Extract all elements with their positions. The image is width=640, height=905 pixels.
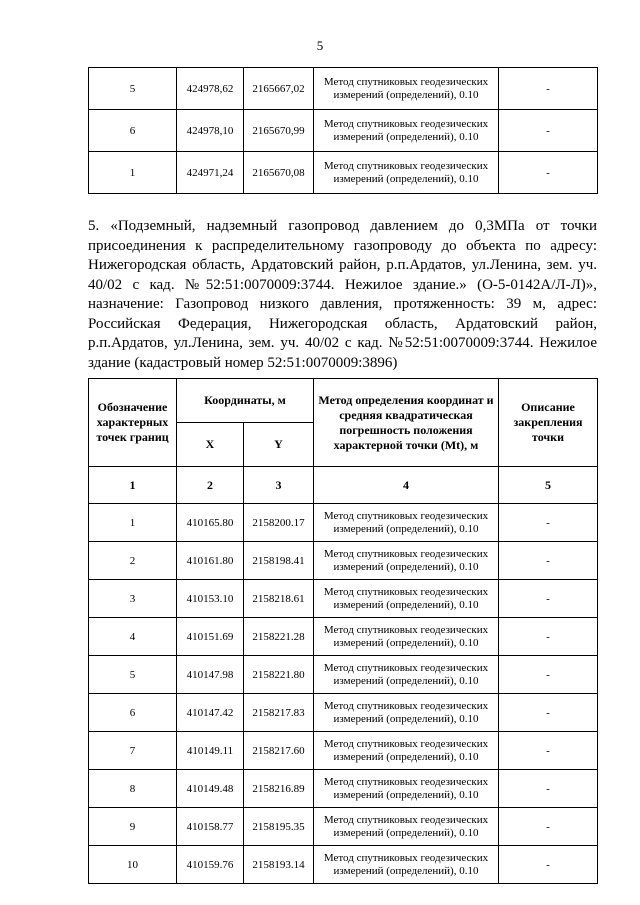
method-line-1: Метод спутниковых геодезических — [323, 159, 489, 172]
description-cell: - — [499, 110, 598, 152]
point-number: 1 — [89, 504, 177, 542]
method-line-2: измерений (определений), 0.10 — [333, 674, 479, 687]
method-line-1: Метод спутниковых геодезических — [323, 509, 489, 522]
table-row — [89, 618, 598, 656]
x-coordinate: 410158.77 — [177, 808, 244, 846]
top-coordinates-table — [88, 67, 598, 194]
y-coordinate: 2158193.14 — [244, 846, 314, 884]
description-cell: - — [499, 846, 598, 884]
x-coordinate: 410147.98 — [177, 656, 244, 694]
y-coordinate: 2165670,99 — [244, 110, 314, 152]
table-row — [89, 846, 598, 884]
header-description: Описание закрепления точки — [499, 379, 598, 467]
point-number: 10 — [89, 846, 177, 884]
method-line-2: измерений (определений), 0.10 — [333, 826, 479, 839]
method-cell — [314, 542, 499, 580]
table-row — [89, 732, 598, 770]
description-cell: - — [499, 656, 598, 694]
point-number: 2 — [89, 542, 177, 580]
y-coordinate: 2158198.41 — [244, 542, 314, 580]
point-number: 1 — [89, 152, 177, 194]
table-row — [89, 580, 598, 618]
method-line-2: измерений (определений), 0.10 — [333, 864, 479, 877]
method-line-2: измерений (определений), 0.10 — [333, 172, 479, 185]
method-cell — [314, 732, 499, 770]
method-line-2: измерений (определений), 0.10 — [333, 130, 479, 143]
y-coordinate: 2158221.80 — [244, 656, 314, 694]
x-coordinate: 410153.10 — [177, 580, 244, 618]
description-cell: - — [499, 770, 598, 808]
method-line-2: измерений (определений), 0.10 — [333, 636, 479, 649]
point-number: 5 — [89, 656, 177, 694]
method-line-1: Метод спутниковых геодезических — [323, 775, 489, 788]
x-coordinate: 424971,24 — [177, 152, 244, 194]
method-line-1: Метод спутниковых геодезических — [323, 585, 489, 598]
y-coordinate: 2158195.35 — [244, 808, 314, 846]
method-line-1: Метод спутниковых геодезических — [323, 75, 489, 88]
y-coordinate: 2165670,08 — [244, 152, 314, 194]
object-description-paragraph: 5. «Подземный, надземный газопровод давлением до 0,3МПа от точки присоединения к распределительному газопроводу до объекта по адресу: Нижегородская область, Ардатовский район, р.п.Ардатов, ул.Ленина, зем. уч. 40/02 с кад. №52:51:0070009:3744. Нежилое здание.» (О-5-0142А/Л-Л)», назначение: Газопровод низкого давления, протяженность: 39 м, адрес: Российская Федерация, Нижегородская область, Ардатовский район, р.п.Ардатов, ул.Ленина, зем. уч. 40/02 с кад. №52:51:0070009:3744. Нежилое здание (кадастровый номер 52:51:0070009:3896) — [88, 218, 597, 371]
column-number-5: 5 — [499, 467, 598, 504]
method-line-1: Метод спутниковых геодезических — [323, 547, 489, 560]
method-line-2: измерений (определений), 0.10 — [333, 750, 479, 763]
method-line-2: измерений (определений), 0.10 — [333, 522, 479, 535]
header-x: X — [177, 423, 244, 467]
method-cell — [314, 770, 499, 808]
method-line-1: Метод спутниковых геодезических — [323, 851, 489, 864]
description-cell: - — [499, 618, 598, 656]
x-coordinate: 424978,10 — [177, 110, 244, 152]
point-number: 7 — [89, 732, 177, 770]
x-coordinate: 410165.80 — [177, 504, 244, 542]
method-cell — [314, 504, 499, 542]
y-coordinate: 2158217.83 — [244, 694, 314, 732]
point-number: 5 — [89, 68, 177, 110]
page-number: 5 — [316, 38, 324, 53]
method-cell — [314, 656, 499, 694]
method-line-2: измерений (определений), 0.10 — [333, 712, 479, 725]
header-y: Y — [244, 423, 314, 467]
main-coordinates-table — [88, 378, 598, 884]
method-line-1: Метод спутниковых геодезических — [323, 117, 489, 130]
header-designation: Обозначение характерных точек границ — [89, 379, 177, 467]
column-number-2: 2 — [177, 467, 244, 504]
method-line-1: Метод спутниковых геодезических — [323, 737, 489, 750]
table-row — [89, 152, 598, 194]
description-cell: - — [499, 732, 598, 770]
column-number-3: 3 — [244, 467, 314, 504]
description-cell: - — [499, 694, 598, 732]
method-line-2: измерений (определений), 0.10 — [333, 88, 479, 101]
table-row — [89, 504, 598, 542]
method-cell — [314, 110, 499, 152]
method-cell — [314, 68, 499, 110]
method-cell — [314, 694, 499, 732]
x-coordinate: 410149.11 — [177, 732, 244, 770]
point-number: 6 — [89, 694, 177, 732]
method-cell — [314, 808, 499, 846]
column-number-4: 4 — [314, 467, 499, 504]
method-cell — [314, 580, 499, 618]
method-line-2: измерений (определений), 0.10 — [333, 788, 479, 801]
description-cell: - — [499, 542, 598, 580]
point-number: 4 — [89, 618, 177, 656]
description-cell: - — [499, 504, 598, 542]
y-coordinate: 2158221.28 — [244, 618, 314, 656]
y-coordinate: 2158217.60 — [244, 732, 314, 770]
description-cell: - — [499, 808, 598, 846]
table-row — [89, 110, 598, 152]
point-number: 9 — [89, 808, 177, 846]
header-coordinates: Координаты, м — [177, 379, 314, 423]
method-cell — [314, 846, 499, 884]
method-cell — [314, 152, 499, 194]
description-cell: - — [499, 580, 598, 618]
column-number-1: 1 — [89, 467, 177, 504]
y-coordinate: 2165667,02 — [244, 68, 314, 110]
method-line-1: Метод спутниковых геодезических — [323, 623, 489, 636]
method-line-1: Метод спутниковых геодезических — [323, 661, 489, 674]
method-line-2: измерений (определений), 0.10 — [333, 560, 479, 573]
table-row — [89, 656, 598, 694]
table-row — [89, 68, 598, 110]
method-line-1: Метод спутниковых геодезических — [323, 699, 489, 712]
x-coordinate: 410147.42 — [177, 694, 244, 732]
table-row — [89, 542, 598, 580]
y-coordinate: 2158200.17 — [244, 504, 314, 542]
table-row — [89, 694, 598, 732]
x-coordinate: 424978,62 — [177, 68, 244, 110]
header-method: Метод определения координат и средняя квадратическая погрешность положения характерной точки (Mt), м — [314, 379, 499, 467]
table-row — [89, 770, 598, 808]
method-cell — [314, 618, 499, 656]
x-coordinate: 410151.69 — [177, 618, 244, 656]
x-coordinate: 410161.80 — [177, 542, 244, 580]
y-coordinate: 2158218.61 — [244, 580, 314, 618]
x-coordinate: 410159.76 — [177, 846, 244, 884]
point-number: 8 — [89, 770, 177, 808]
description-cell: - — [499, 68, 598, 110]
description-cell: - — [499, 152, 598, 194]
method-line-1: Метод спутниковых геодезических — [323, 813, 489, 826]
table-row — [89, 808, 598, 846]
point-number: 6 — [89, 110, 177, 152]
point-number: 3 — [89, 580, 177, 618]
x-coordinate: 410149.48 — [177, 770, 244, 808]
method-line-2: измерений (определений), 0.10 — [333, 598, 479, 611]
y-coordinate: 2158216.89 — [244, 770, 314, 808]
